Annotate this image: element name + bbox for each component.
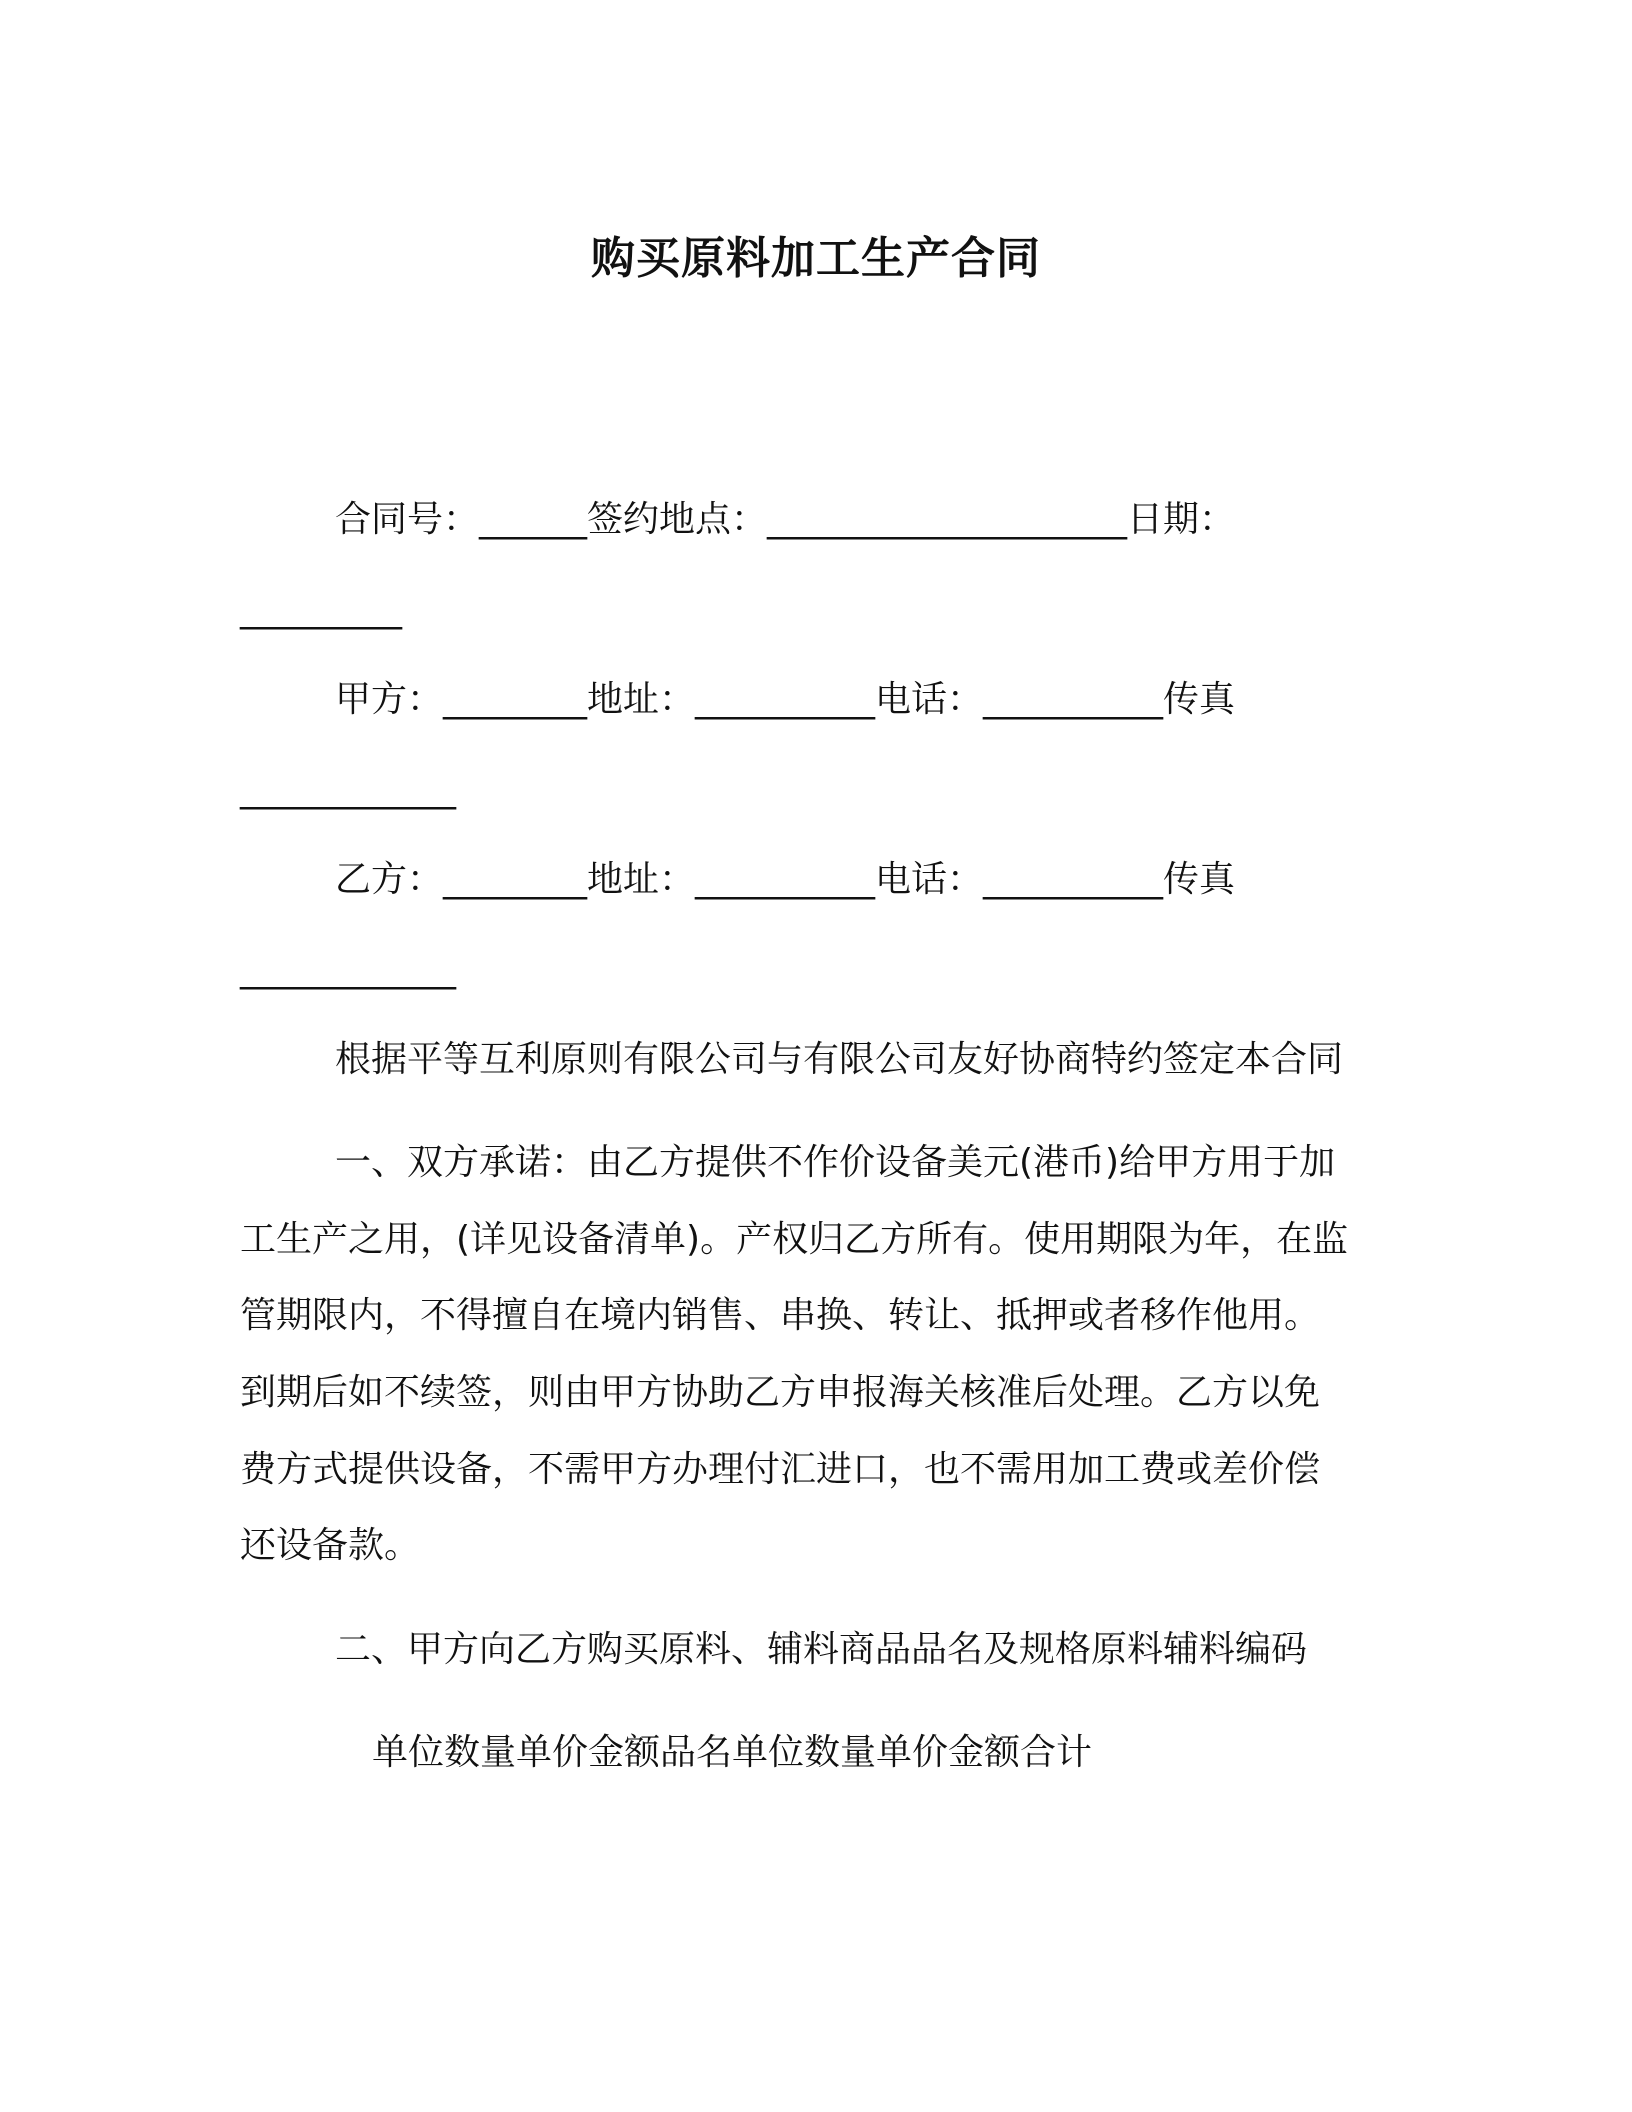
clause-1-line: 一、双方承诺：由乙方提供不作价设备美元(港币)给甲方用于加 (335, 1142, 1336, 1183)
table-header-text: 单位数量单价金额品名单位数量单价金额合计 (372, 1732, 1093, 1773)
clause-1-line: 费方式提供设备，不需甲方办理付汇进口，也不需用加工费或差价偿 (240, 1449, 1321, 1490)
preamble: 根据平等互利原则有限公司与有限公司友好协商特约签定本合同 (335, 1039, 1344, 1080)
party-b-line: 乙方：________地址：__________电话：__________传真 (335, 859, 1236, 900)
clause-1-line: 工生产之用，(详见设备清单)。产权归乙方所有。使用期限为年，在监 (240, 1219, 1349, 1260)
clause-1-line: 到期后如不续签，则由甲方协助乙方申报海关核准后处理。乙方以免 (240, 1372, 1321, 1413)
clause-1-line: 还设备款。 (240, 1525, 421, 1566)
clause-1-line: 管期限内，不得擅自在境内销售、串换、转让、抵押或者移作他用。 (240, 1295, 1321, 1336)
party-a-fax-blank: ____________ (240, 769, 456, 810)
party-b-fax-blank: ____________ (240, 949, 456, 990)
clause-2: 二、甲方向乙方购买原料、辅料商品品名及规格原料辅料编码 (335, 1629, 1308, 1670)
date-blank: _________ (240, 589, 402, 630)
document-title: 购买原料加工生产合同 (591, 233, 1041, 284)
contract-info-line: 合同号：______签约地点：____________________日期： (335, 499, 1236, 540)
party-a-line: 甲方：________地址：__________电话：__________传真 (335, 679, 1236, 720)
